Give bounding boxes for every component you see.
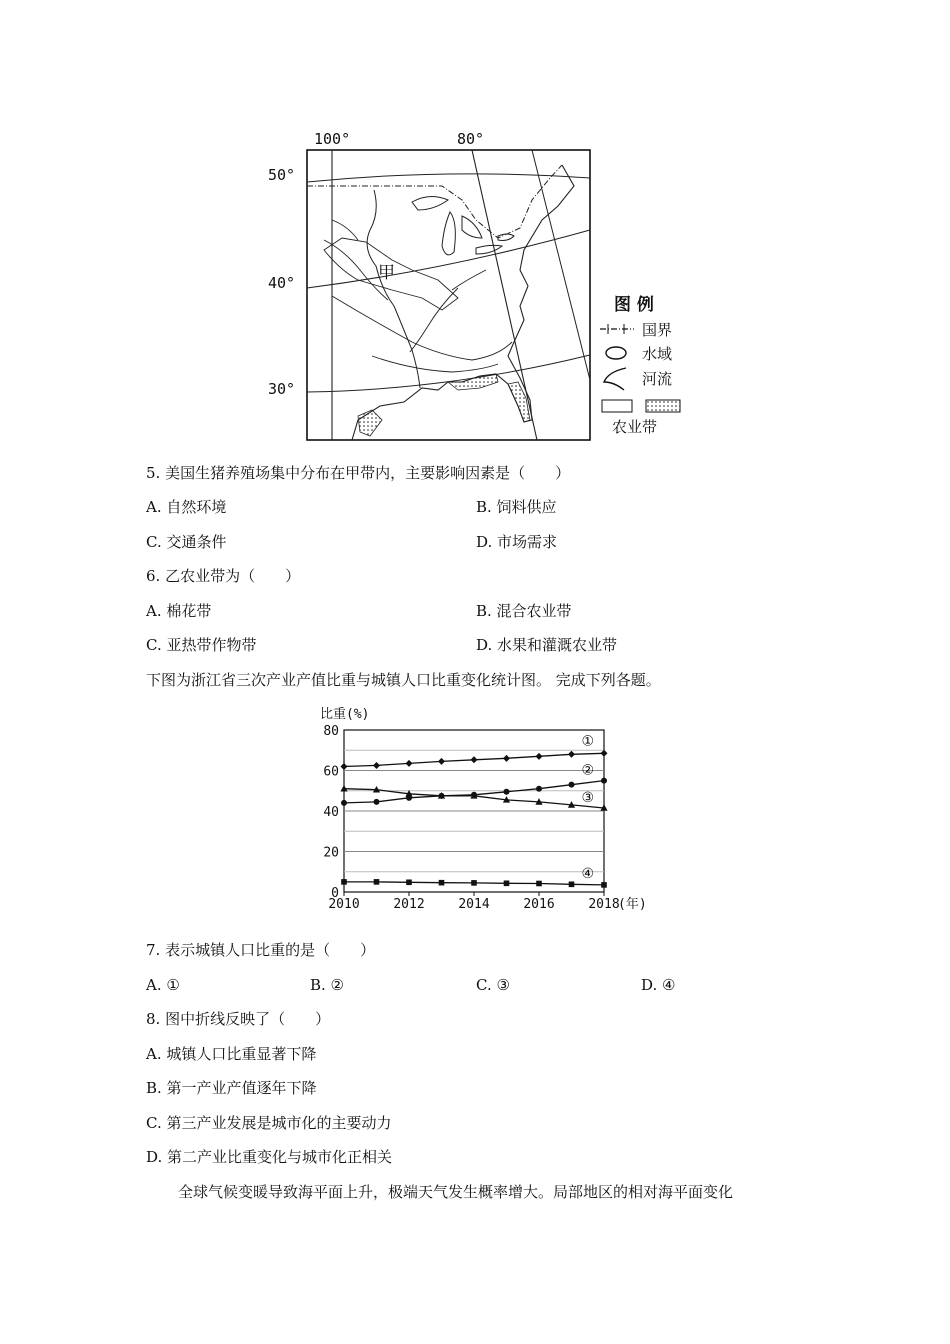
question-7-option-a[interactable]: A. ①	[146, 976, 180, 994]
chart-point-series-2	[341, 800, 347, 806]
question-8-option-d[interactable]: D. 第二产业比重变化与城市化正相关	[146, 1148, 393, 1166]
chart-y-tick-label: 60	[323, 764, 339, 780]
chart-x-tick-label: 2016	[523, 897, 555, 912]
legend-item-river: 河流	[642, 370, 673, 388]
chart-x-tick-label: 2014	[458, 897, 490, 912]
chart-x-axis-label: (年)	[618, 897, 647, 912]
legend-title: 图 例	[614, 295, 654, 315]
chart-point-series-4	[374, 879, 380, 885]
agriculture-belt-map	[262, 120, 702, 450]
chart-intro-text: 下图为浙江省三次产业产值比重与城镇人口比重变化统计图。 完成下列各题。	[146, 671, 661, 689]
question-5-option-b[interactable]: B. 饲料供应	[476, 498, 557, 516]
question-6-option-c[interactable]: C. 亚热带作物带	[146, 636, 257, 654]
chart-x-tick-label: 2010	[328, 897, 360, 912]
chart-series-label-2: ②	[581, 762, 595, 779]
chart-y-tick-label: 40	[323, 805, 339, 820]
chart-point-series-4	[341, 879, 347, 885]
question-8-option-b[interactable]: B. 第一产业产值逐年下降	[146, 1079, 317, 1097]
chart-point-series-2	[504, 789, 510, 795]
question-6-stem: 6. 乙农业带为（ ）	[146, 567, 301, 585]
question-7-option-b[interactable]: B. ②	[310, 976, 345, 994]
chart-point-series-4	[601, 882, 607, 888]
question-5-option-c[interactable]: C. 交通条件	[146, 533, 227, 551]
chart-y-tick-label: 80	[323, 724, 339, 739]
question-8-option-c[interactable]: C. 第三产业发展是城市化的主要动力	[146, 1114, 392, 1132]
region-label-jia: 甲	[378, 263, 395, 283]
chart-point-series-4	[504, 880, 510, 886]
chart-point-series-4	[569, 882, 575, 888]
lon-label-100: 100°	[314, 130, 351, 148]
chart-series-label-3: ③	[581, 789, 595, 806]
question-6-option-a[interactable]: A. 棉花带	[146, 602, 212, 620]
question-5-stem: 5. 美国生猪养殖场集中分布在甲带内，主要影响因素是（ ）	[146, 464, 571, 482]
legend-item-border: 国界	[642, 321, 673, 339]
chart-point-series-2	[374, 799, 380, 805]
chart-point-series-4	[439, 880, 445, 886]
lat-label-40: 40°	[268, 274, 296, 292]
question-6-option-d[interactable]: D. 水果和灌溉农业带	[476, 636, 618, 654]
passage-sea-level: 全球气候变暖导致海平面上升，极端天气发生概率增大。局部地区的相对海平面变化	[178, 1183, 734, 1201]
question-7-stem: 7. 表示城镇人口比重的是（ ）	[146, 941, 376, 959]
question-7-option-c[interactable]: C. ③	[476, 976, 510, 994]
question-5-option-a[interactable]: A. 自然环境	[146, 498, 227, 516]
chart-point-series-2	[536, 786, 542, 792]
chart-x-tick-label: 2018	[588, 897, 620, 912]
chart-y-tick-label: 20	[323, 845, 339, 861]
chart-y-axis-label: 比重(%)	[320, 707, 370, 722]
chart-series-label-4: ④	[581, 865, 595, 882]
map-legend	[600, 294, 680, 436]
legend-item-water: 水域	[642, 345, 673, 363]
question-7-option-d[interactable]: D. ④	[641, 976, 676, 994]
chart-point-series-4	[471, 880, 477, 886]
chart-point-series-4	[406, 879, 412, 885]
chart-x-tick-label: 2012	[393, 897, 425, 912]
chart-y-tick-label: 0	[331, 886, 339, 901]
question-6-option-b[interactable]: B. 混合农业带	[476, 602, 572, 620]
question-8-stem: 8. 图中折线反映了（ ）	[146, 1010, 331, 1028]
chart-point-series-2	[601, 778, 607, 784]
chart-series-label-1: ①	[581, 733, 595, 750]
legend-footer-agri-belt: 农业带	[612, 418, 658, 436]
lon-label-80: 80°	[457, 130, 485, 148]
lat-label-50: 50°	[268, 166, 296, 184]
chart-point-series-4	[536, 881, 542, 887]
chart-point-series-2	[569, 782, 575, 788]
question-8-option-a[interactable]: A. 城镇人口比重显著下降	[146, 1045, 317, 1063]
lat-label-30: 30°	[268, 380, 296, 398]
question-5-option-d[interactable]: D. 市场需求	[476, 533, 558, 551]
industry-urban-ratio-chart	[300, 700, 650, 920]
